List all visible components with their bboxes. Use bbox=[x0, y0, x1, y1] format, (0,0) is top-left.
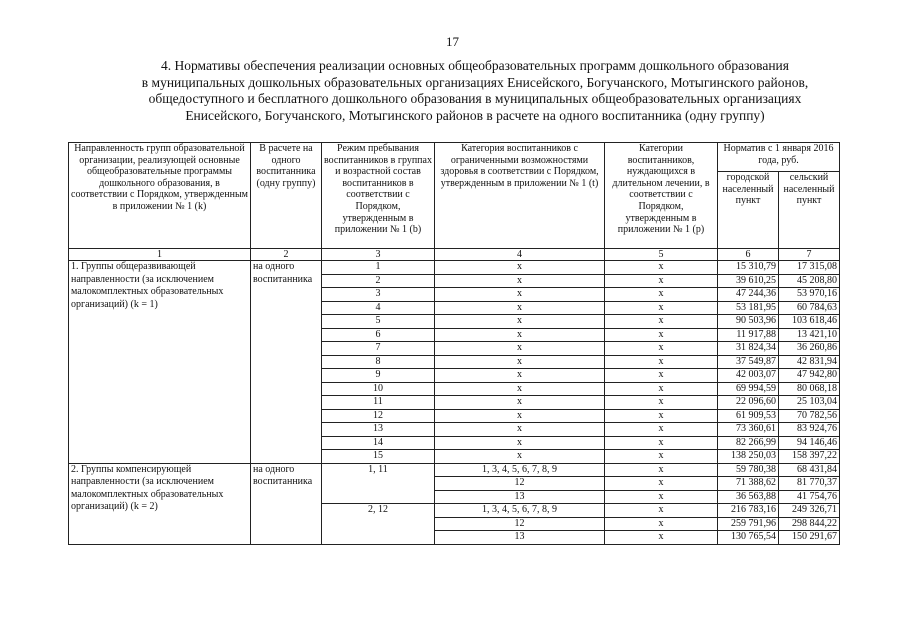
mode-cell: 5 bbox=[322, 315, 435, 329]
health-category-cell: х bbox=[435, 355, 605, 369]
urban-norm-cell: 42 003,07 bbox=[718, 369, 779, 383]
treatment-category-cell: х bbox=[605, 301, 718, 315]
health-category-cell: 13 bbox=[435, 490, 605, 504]
urban-norm-cell: 90 503,96 bbox=[718, 315, 779, 329]
column-number: 2 bbox=[251, 249, 322, 261]
urban-norm-cell: 22 096,60 bbox=[718, 396, 779, 410]
rural-norm-cell: 41 754,76 bbox=[779, 490, 840, 504]
treatment-category-cell: х bbox=[605, 409, 718, 423]
treatment-category-cell: х bbox=[605, 517, 718, 531]
urban-norm-cell: 71 388,62 bbox=[718, 477, 779, 491]
mode-cell: 8 bbox=[322, 355, 435, 369]
treatment-category-cell: х bbox=[605, 463, 718, 477]
urban-norm-cell: 31 824,34 bbox=[718, 342, 779, 356]
mode-cell: 10 bbox=[322, 382, 435, 396]
health-category-cell: х bbox=[435, 436, 605, 450]
header-health-category: Категория воспитанников с ограниченными возможностями здоровья в соответствии с Порядком, утвержденным в приложении № 1 (t) bbox=[435, 143, 605, 249]
urban-norm-cell: 130 765,54 bbox=[718, 531, 779, 545]
urban-norm-cell: 47 244,36 bbox=[718, 288, 779, 302]
health-category-cell: х bbox=[435, 301, 605, 315]
group-basis: на одного воспитанника bbox=[251, 261, 322, 464]
rural-norm-cell: 47 942,80 bbox=[779, 369, 840, 383]
group-basis: на одного воспитанника bbox=[251, 463, 322, 544]
treatment-category-cell: х bbox=[605, 504, 718, 518]
group2-section bbox=[69, 463, 840, 544]
rural-norm-cell: 42 831,94 bbox=[779, 355, 840, 369]
mode-cell: 2 bbox=[322, 274, 435, 288]
health-category-cell: х bbox=[435, 274, 605, 288]
mode-cell: 13 bbox=[322, 423, 435, 437]
urban-norm-cell: 216 783,16 bbox=[718, 504, 779, 518]
group-name: 1. Группы общеразвивающей направленности (за исключением малокомплектных образовательных организаций) (k = 1) bbox=[69, 261, 251, 464]
rural-norm-cell: 53 970,16 bbox=[779, 288, 840, 302]
treatment-category-cell: х bbox=[605, 274, 718, 288]
rural-norm-cell: 25 103,04 bbox=[779, 396, 840, 410]
treatment-category-cell: х bbox=[605, 315, 718, 329]
health-category-cell: х bbox=[435, 261, 605, 275]
health-category-cell: х bbox=[435, 396, 605, 410]
mode-cell: 14 bbox=[322, 436, 435, 450]
urban-norm-cell: 37 549,87 bbox=[718, 355, 779, 369]
health-category-cell: 1, 3, 4, 5, 6, 7, 8, 9 bbox=[435, 504, 605, 518]
health-category-cell: х bbox=[435, 288, 605, 302]
treatment-category-cell: х bbox=[605, 396, 718, 410]
health-category-cell: х bbox=[435, 409, 605, 423]
rural-norm-cell: 249 326,71 bbox=[779, 504, 840, 518]
treatment-category-cell: х bbox=[605, 477, 718, 491]
treatment-category-cell: х bbox=[605, 531, 718, 545]
header-rural: сельский населенный пункт bbox=[779, 172, 840, 249]
treatment-category-cell: х bbox=[605, 261, 718, 275]
urban-norm-cell: 82 266,99 bbox=[718, 436, 779, 450]
rural-norm-cell: 45 208,80 bbox=[779, 274, 840, 288]
header-basis: В расчете на одного воспитанника (одну группу) bbox=[251, 143, 322, 249]
treatment-category-cell: х bbox=[605, 369, 718, 383]
page-number: 17 bbox=[446, 34, 459, 49]
title-line: в муниципальных дошкольных образовательных организациях Енисейского, Богучанского, Мотыгинского районов, bbox=[141, 74, 809, 90]
rural-norm-cell: 80 068,18 bbox=[779, 382, 840, 396]
health-category-cell: 12 bbox=[435, 517, 605, 531]
mode-cell: 9 bbox=[322, 369, 435, 383]
health-category-cell: х bbox=[435, 382, 605, 396]
health-category-cell: х bbox=[435, 423, 605, 437]
urban-norm-cell: 259 791,96 bbox=[718, 517, 779, 531]
treatment-category-cell: х bbox=[605, 490, 718, 504]
column-number: 5 bbox=[605, 249, 718, 261]
rural-norm-cell: 60 784,63 bbox=[779, 301, 840, 315]
rural-norm-cell: 83 924,76 bbox=[779, 423, 840, 437]
table-row bbox=[69, 261, 840, 275]
mode-cell: 12 bbox=[322, 409, 435, 423]
urban-norm-cell: 59 780,38 bbox=[718, 463, 779, 477]
health-category-cell: х bbox=[435, 315, 605, 329]
mode-cell: 3 bbox=[322, 288, 435, 302]
column-number: 6 bbox=[718, 249, 779, 261]
urban-norm-cell: 39 610,25 bbox=[718, 274, 779, 288]
rural-norm-cell: 81 770,37 bbox=[779, 477, 840, 491]
header-mode: Режим пребывания воспитанников в группах и возрастной состав воспитанников в соответствии с Порядком, утвержденным в приложении № 1 (b) bbox=[322, 143, 435, 249]
urban-norm-cell: 138 250,03 bbox=[718, 450, 779, 464]
rural-norm-cell: 68 431,84 bbox=[779, 463, 840, 477]
urban-norm-cell: 15 310,79 bbox=[718, 261, 779, 275]
urban-norm-cell: 36 563,88 bbox=[718, 490, 779, 504]
header-urban: городской населенный пункт bbox=[718, 172, 779, 249]
treatment-category-cell: х bbox=[605, 436, 718, 450]
title-line: общедоступного и бесплатного дошкольного образования в муниципальных общеобразовательных организациях bbox=[148, 91, 802, 106]
title-line: Енисейского, Богучанского, Мотыгинского районов в расчете на одного воспитанника (одну группу) bbox=[185, 107, 765, 123]
table-row bbox=[69, 463, 840, 477]
rural-norm-cell: 94 146,46 bbox=[779, 436, 840, 450]
rural-norm-cell: 70 782,56 bbox=[779, 409, 840, 423]
urban-norm-cell: 53 181,95 bbox=[718, 301, 779, 315]
mode-cell: 1, 11 bbox=[322, 463, 435, 504]
header-treatment-category: Категории воспитанников, нуждающихся в длительном лечении, в соответствии с Порядком, утвержденным в приложении № 1 (p) bbox=[605, 143, 718, 249]
norms-table bbox=[68, 142, 840, 545]
treatment-category-cell: х bbox=[605, 423, 718, 437]
treatment-category-cell: х bbox=[605, 328, 718, 342]
treatment-category-cell: х bbox=[605, 288, 718, 302]
column-number-row bbox=[69, 249, 840, 261]
urban-norm-cell: 11 917,88 bbox=[718, 328, 779, 342]
document-title bbox=[95, 58, 855, 124]
rural-norm-cell: 13 421,10 bbox=[779, 328, 840, 342]
title-line: 4. Нормативы обеспечения реализации основных общеобразовательных программ дошкольного образования bbox=[161, 58, 789, 73]
rural-norm-cell: 298 844,22 bbox=[779, 517, 840, 531]
urban-norm-cell: 69 994,59 bbox=[718, 382, 779, 396]
mode-cell: 15 bbox=[322, 450, 435, 464]
treatment-category-cell: х bbox=[605, 342, 718, 356]
health-category-cell: х bbox=[435, 450, 605, 464]
urban-norm-cell: 73 360,61 bbox=[718, 423, 779, 437]
mode-cell: 11 bbox=[322, 396, 435, 410]
rural-norm-cell: 103 618,46 bbox=[779, 315, 840, 329]
mode-cell: 6 bbox=[322, 328, 435, 342]
health-category-cell: х bbox=[435, 369, 605, 383]
header-norm: Норматив с 1 января 2016 года, руб. bbox=[718, 143, 840, 172]
column-number: 4 bbox=[435, 249, 605, 261]
health-category-cell: 13 bbox=[435, 531, 605, 545]
rural-norm-cell: 36 260,86 bbox=[779, 342, 840, 356]
rural-norm-cell: 150 291,67 bbox=[779, 531, 840, 545]
health-category-cell: 12 bbox=[435, 477, 605, 491]
column-number: 1 bbox=[69, 249, 251, 261]
treatment-category-cell: х bbox=[605, 450, 718, 464]
health-category-cell: 1, 3, 4, 5, 6, 7, 8, 9 bbox=[435, 463, 605, 477]
health-category-cell: х bbox=[435, 328, 605, 342]
urban-norm-cell: 61 909,53 bbox=[718, 409, 779, 423]
header-direction: Направленность групп образовательной организации, реализующей основные общеобразовательные программы дошкольного образования, в соответствии с Порядком, утвержденным в приложении № 1 (k) bbox=[69, 143, 251, 249]
mode-cell: 7 bbox=[322, 342, 435, 356]
mode-cell: 4 bbox=[322, 301, 435, 315]
rural-norm-cell: 158 397,22 bbox=[779, 450, 840, 464]
health-category-cell: х bbox=[435, 342, 605, 356]
rural-norm-cell: 17 315,08 bbox=[779, 261, 840, 275]
group1-section bbox=[69, 261, 840, 464]
treatment-category-cell: х bbox=[605, 382, 718, 396]
column-number: 7 bbox=[779, 249, 840, 261]
treatment-category-cell: х bbox=[605, 355, 718, 369]
mode-cell: 2, 12 bbox=[322, 504, 435, 545]
column-number: 3 bbox=[322, 249, 435, 261]
group-name: 2. Группы компенсирующей направленности (за исключением малокомплектных образовательных организаций) (k = 2) bbox=[69, 463, 251, 544]
mode-cell: 1 bbox=[322, 261, 435, 275]
